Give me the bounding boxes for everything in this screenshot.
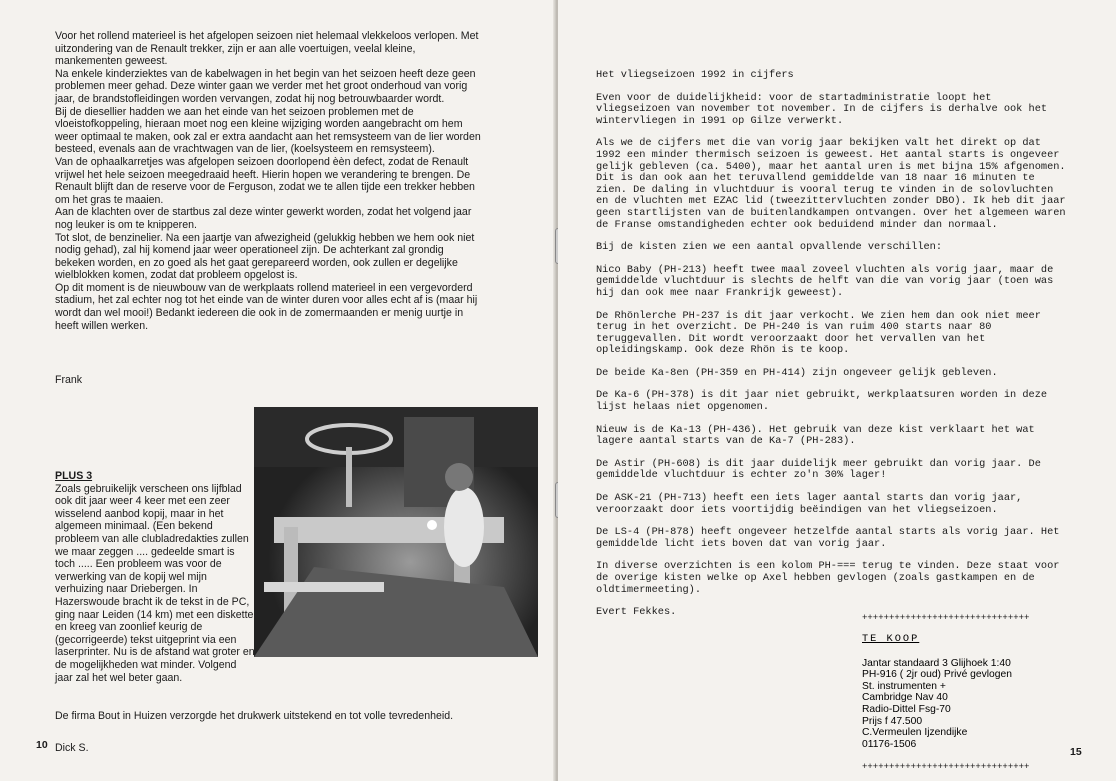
paragraph: Van de ophaalkarretjes was afgelopen seizoen doorlopend èèn defect, zodat de Renault vrijwel het hele seizoen meegedraaid heeft. Hierin hopen we verandering te brengen. De Renault blijft dan de reserve voor de Ferguson, zodat we te allen tijde een trekker hebben om het gras te maaien. (55, 155, 475, 206)
article-title: Het vliegseizoen 1992 in cijfers (596, 69, 794, 81)
right-article (596, 70, 1066, 630)
ad-line: Cambridge Nav 40 (862, 692, 948, 704)
left-article (55, 30, 485, 332)
paragraph: Nico Baby (PH-213) heeft twee maal zoveel vluchten als vorig jaar, maar de gemiddelde vluchtduur is slechts de helft van die van vorig jaar (toen was hij dan ook mee naar Frankrijk geweest). (596, 263, 1054, 299)
tractor-photo-image (254, 407, 538, 657)
paragraph: Aan de klachten over de startbus zal deze winter gewerkt worden, zodat het volgend jaar nog leuker is om te knipperen. (55, 206, 472, 231)
paragraph: Op dit moment is de nieuwbouw van de werkplaats rollend materieel in een vergevorderd stadium, het zal echter nog tot het einde van de winter duren voor alles echt af is (maar hij wordt dan wel mooi!) Bedankt iedereen die ook in de zomermaanden er menig uurtje in heeft willen werken. (55, 281, 478, 332)
paragraph: Voor het rollend materieel is het afgelopen seizoen niet helemaal vlekkeloos verlopen. Met uitzondering van de Renault trekker, zijn er aan alle voertuigen, veelal kleine, mankementen geweest. (55, 30, 479, 68)
ad-line: 01176-1506 (862, 738, 917, 750)
paragraph: Even voor de duidelijkheid: voor de startadministratie loopt het vliegseizoen van november tot november. In de cijfers is derhalve ook het wintervliegen in 1991 op Gilze verwerkt. (596, 91, 1048, 127)
paragraph: Nieuw is de Ka-13 (PH-436). Het gebruik van deze kist verklaart het wat lagere aantal starts van de Ka-7 (PH-283). (596, 423, 1035, 448)
paragraph: De Astir (PH-608) is dit jaar duidelijk meer gebruikt dan vorig jaar. De gemiddelde vluchtduur is echter zo'n 30% lager! (596, 457, 1041, 482)
plus3-closing: De firma Bout in Huizen verzorgde het drukwerk uitstekend en tot volle tevredenheid. (55, 710, 454, 722)
paragraph: In diverse overzichten is een kolom PH-=== terug te vinden. Deze staat voor de overige kisten welke op Axel hebben gevlogen (zoals gastkampen en de oldtimermeeting). (596, 560, 1060, 596)
plus3-title: PLUS 3 (55, 470, 93, 482)
ad-line: Radio-Dittel Fsg-70 (862, 703, 951, 715)
plus3-section (55, 470, 255, 684)
paragraph: De beide Ka-8en (PH-359 en PH-414) zijn ongeveer gelijk gebleven. (596, 366, 998, 379)
separator-bottom: +++++++++++++++++++++++++++++++ (862, 762, 1030, 772)
paragraph: De ASK-21 (PH-713) heeft een iets lager aantal starts dan vorig jaar, veroorzaakt door iets voortijdig beëindigen van het vliegseizoen. (596, 492, 1023, 516)
page-number-right: 15 (1070, 746, 1082, 758)
paragraph: Tot slot, de benzinelier. Na een jaartje van afwezigheid (gelukkig hebben we hem ook niet nodig gehad), zal hij komend jaar weer operationeel zijn. De achterkant zal grondig bekeken worden, en zo goed als het gaat gerepareerd worden, ook zullen er degelijke wielblokken komen, zodat dat probleem opgelost is. (55, 231, 475, 282)
ad-line: Jantar standaard 3 Glijhoek 1:40 (862, 657, 1011, 669)
ad-line: PH-916 ( 2jr oud) Privé gevlogen (862, 669, 1012, 681)
paragraph: Bij de kisten zien we een aantal opvallende verschillen: (596, 241, 943, 254)
ad-line: C.Vermeulen Ijzendijke (862, 727, 968, 739)
ad-line: St. instrumenten + (862, 680, 946, 692)
signature-frank: Frank (55, 374, 83, 386)
paragraph: De Ka-6 (PH-378) is dit jaar niet gebruikt, werkplaatsuren worden in deze lijst helaas niet opgenomen. (596, 389, 1048, 414)
ad-line: Prijs f 47.500 (862, 715, 923, 727)
separator-top: +++++++++++++++++++++++++++++++ (862, 613, 1030, 623)
paragraph: De Rhönlerche PH-237 is dit jaar verkocht. We zien hem dan ook niet meer terug in het overzicht. De PH-240 is van ruim 400 starts naar 80 teruggevallen. Dit wordt veroorzaakt door het vervallen van het opleidingskamp. Ook deze Rhön is te koop. (596, 309, 1041, 357)
paragraph: De LS-4 (PH-878) heeft ongeveer hetzelfde aantal starts als vorig jaar. Het gemiddelde licht iets boven dat van vorig jaar. (596, 526, 1060, 550)
paragraph: Bij de diesellier hadden we aan het einde van het seizoen problemen met de vloeistofkoppeling, hieraan moet nog een kleine wijziging worden aangebracht om hem weer optimaal te maken, ook zal er extra aandacht aan het remsysteem van de lier worden besteed, evenals aan de vrachtwagen van de lier, (koelsysteem en remsysteem). (55, 105, 481, 156)
paragraph: Na enkele kinderziektes van de kabelwagen in het begin van het seizoen heeft deze geen problemen meer gehad. Deze winter gaan we verder met het groot onderhoud van vorig jaar, de brandstofleidingen worden vervangen, zodat hij nog betrouwbaarder wordt. (55, 67, 476, 105)
left-page (0, 0, 556, 781)
te-koop-heading: TE KOOP (862, 633, 920, 645)
signature-evert: Evert Fekkes. (596, 606, 677, 619)
paragraph: Als we de cijfers met die van vorig jaar bekijken valt het direkt op dat 1992 een minder thermisch seizoen is geweest. Het aantal starts is ongeveer gelijk gebleven (ca. 5400), maar het aantal uren is met bijna 15% afgenomen. Dit is dan ook aan het teruvallend gemiddelde van 18 naar 16 minuten te zien. De daling in vluchtduur is vooral terug te vinden in de solovluchten en de vluchten met EZAC lid (tweezittervluchten zonder DBO). Ik heb dit jaar geen startlijsten van de buitenlandkampen ontvangen. Over het algemeen waren de Franse omstandigheden echter ook beduidend minder dan normaal. (596, 137, 1066, 231)
plus3-text: Zoals gebruikelijk verscheen ons lijfblad ook dit jaar weer 4 keer met een zeer wisselend aanbod kopij, maar in het algemeen minimaal. (Een bekend probleem van alle clubladredakties zullen we maar zeggen .... gedeelde smart is toch ..... Een probleem was voor de verwerking van de kopij wel mijn verhuizing naar Driebergen. In Hazerswoude bracht ik de tekst in de PC, ging naar Leiden (14 km) met een diskette en kreeg van zoonlief keurig de (gecorrigeerde) tekst uitgeprint via een laserprinter. Nu is de afstand wat groter en de mogelijkheden wat minder. Volgend jaar zal het wel beter gaan. (55, 482, 255, 684)
workshop-photo (254, 407, 538, 657)
te-koop-ad (862, 634, 1062, 750)
page-number-left: 10 (36, 739, 48, 751)
signature-dick: Dick S. (55, 742, 89, 754)
